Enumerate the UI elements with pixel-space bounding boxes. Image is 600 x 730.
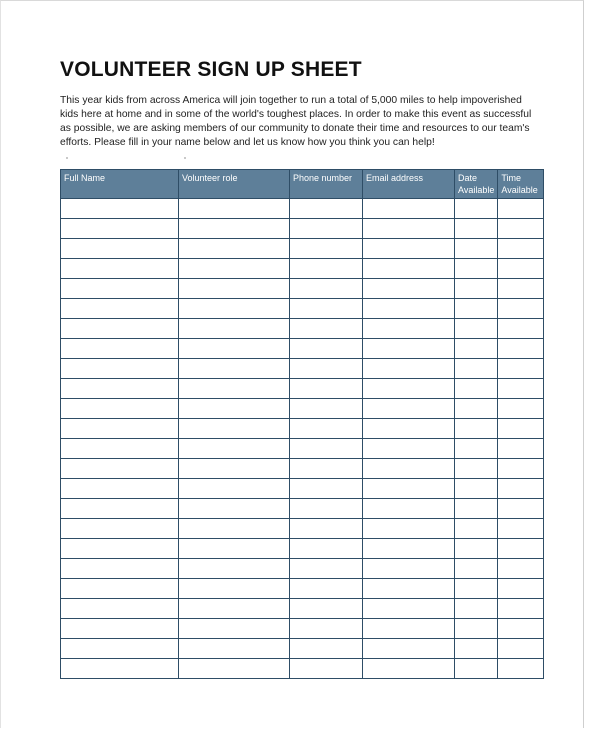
cell-date-available[interactable] bbox=[455, 639, 498, 659]
cell-phone-number[interactable] bbox=[290, 299, 363, 319]
column-header-volunteer-role: Volunteer role bbox=[179, 170, 290, 199]
cell-email-address[interactable] bbox=[363, 519, 455, 539]
table-row bbox=[61, 659, 544, 679]
cell-volunteer-role[interactable] bbox=[179, 479, 290, 499]
cell-full-name[interactable] bbox=[61, 299, 179, 319]
cell-full-name[interactable] bbox=[61, 279, 179, 299]
cell-date-available[interactable] bbox=[455, 259, 498, 279]
table-row bbox=[61, 639, 544, 659]
cell-time-available[interactable] bbox=[498, 339, 544, 359]
cell-email-address[interactable] bbox=[363, 259, 455, 279]
cell-phone-number[interactable] bbox=[290, 499, 363, 519]
faint-mark bbox=[66, 157, 68, 159]
cell-time-available[interactable] bbox=[498, 399, 544, 419]
cell-time-available[interactable] bbox=[498, 639, 544, 659]
cell-time-available[interactable] bbox=[498, 659, 544, 679]
cell-phone-number[interactable] bbox=[290, 239, 363, 259]
cell-volunteer-role[interactable] bbox=[179, 499, 290, 519]
cell-volunteer-role[interactable] bbox=[179, 199, 290, 219]
table-body bbox=[61, 199, 544, 679]
cell-email-address[interactable] bbox=[363, 639, 455, 659]
cell-volunteer-role[interactable] bbox=[179, 599, 290, 619]
cell-time-available[interactable] bbox=[498, 299, 544, 319]
cell-full-name[interactable] bbox=[61, 659, 179, 679]
cell-volunteer-role[interactable] bbox=[179, 359, 290, 379]
cell-phone-number[interactable] bbox=[290, 659, 363, 679]
cell-date-available[interactable] bbox=[455, 659, 498, 679]
cell-time-available[interactable] bbox=[498, 379, 544, 399]
cell-phone-number[interactable] bbox=[290, 559, 363, 579]
cell-volunteer-role[interactable] bbox=[179, 419, 290, 439]
cell-phone-number[interactable] bbox=[290, 419, 363, 439]
table-row bbox=[61, 619, 544, 639]
table-row bbox=[61, 319, 544, 339]
table-row bbox=[61, 559, 544, 579]
column-header-full-name: Full Name bbox=[61, 170, 179, 199]
cell-time-available[interactable] bbox=[498, 199, 544, 219]
cell-volunteer-role[interactable] bbox=[179, 659, 290, 679]
cell-email-address[interactable] bbox=[363, 579, 455, 599]
cell-date-available[interactable] bbox=[455, 439, 498, 459]
table-row bbox=[61, 199, 544, 219]
cell-email-address[interactable] bbox=[363, 619, 455, 639]
cell-date-available[interactable] bbox=[455, 319, 498, 339]
intro-paragraph: This year kids from across America will join together to run a total of 5,000 miles to help impoverished kids here at home and in some of the world's toughest places. In order to make this event as successful as possible, we are asking members of our community to donate their time and resources to our team's efforts. Please fill in your name below and let us know how you think you can help! bbox=[60, 95, 532, 148]
cell-time-available[interactable] bbox=[498, 519, 544, 539]
cell-date-available[interactable] bbox=[455, 379, 498, 399]
cell-volunteer-role[interactable] bbox=[179, 439, 290, 459]
cell-full-name[interactable] bbox=[61, 319, 179, 339]
cell-full-name[interactable] bbox=[61, 439, 179, 459]
cell-date-available[interactable] bbox=[455, 299, 498, 319]
cell-date-available[interactable] bbox=[455, 339, 498, 359]
cell-date-available[interactable] bbox=[455, 399, 498, 419]
cell-full-name[interactable] bbox=[61, 519, 179, 539]
cell-email-address[interactable] bbox=[363, 219, 455, 239]
table-row bbox=[61, 519, 544, 539]
cell-full-name[interactable] bbox=[61, 419, 179, 439]
cell-full-name[interactable] bbox=[61, 539, 179, 559]
table-header-row bbox=[61, 170, 544, 199]
cell-volunteer-role[interactable] bbox=[179, 459, 290, 479]
cell-time-available[interactable] bbox=[498, 599, 544, 619]
cell-date-available[interactable] bbox=[455, 239, 498, 259]
cell-time-available[interactable] bbox=[498, 459, 544, 479]
cell-email-address[interactable] bbox=[363, 459, 455, 479]
cell-full-name[interactable] bbox=[61, 479, 179, 499]
cell-phone-number[interactable] bbox=[290, 359, 363, 379]
cell-volunteer-role[interactable] bbox=[179, 639, 290, 659]
cell-phone-number[interactable] bbox=[290, 439, 363, 459]
cell-date-available[interactable] bbox=[455, 199, 498, 219]
cell-time-available[interactable] bbox=[498, 239, 544, 259]
cell-email-address[interactable] bbox=[363, 379, 455, 399]
cell-full-name[interactable] bbox=[61, 379, 179, 399]
cell-volunteer-role[interactable] bbox=[179, 619, 290, 639]
cell-date-available[interactable] bbox=[455, 539, 498, 559]
cell-full-name[interactable] bbox=[61, 459, 179, 479]
cell-full-name[interactable] bbox=[61, 359, 179, 379]
cell-phone-number[interactable] bbox=[290, 259, 363, 279]
cell-phone-number[interactable] bbox=[290, 199, 363, 219]
cell-email-address[interactable] bbox=[363, 199, 455, 219]
cell-phone-number[interactable] bbox=[290, 379, 363, 399]
cell-date-available[interactable] bbox=[455, 419, 498, 439]
cell-full-name[interactable] bbox=[61, 639, 179, 659]
cell-full-name[interactable] bbox=[61, 239, 179, 259]
cell-full-name[interactable] bbox=[61, 579, 179, 599]
table-row bbox=[61, 459, 544, 479]
table-row bbox=[61, 539, 544, 559]
table-row bbox=[61, 499, 544, 519]
cell-phone-number[interactable] bbox=[290, 639, 363, 659]
cell-time-available[interactable] bbox=[498, 499, 544, 519]
cell-time-available[interactable] bbox=[498, 319, 544, 339]
cell-date-available[interactable] bbox=[455, 619, 498, 639]
cell-phone-number[interactable] bbox=[290, 399, 363, 419]
cell-volunteer-role[interactable] bbox=[179, 519, 290, 539]
table-row bbox=[61, 399, 544, 419]
cell-email-address[interactable] bbox=[363, 319, 455, 339]
table-row bbox=[61, 259, 544, 279]
cell-date-available[interactable] bbox=[455, 499, 498, 519]
cell-date-available[interactable] bbox=[455, 579, 498, 599]
cell-full-name[interactable] bbox=[61, 259, 179, 279]
cell-volunteer-role[interactable] bbox=[179, 259, 290, 279]
cell-email-address[interactable] bbox=[363, 299, 455, 319]
cell-date-available[interactable] bbox=[455, 459, 498, 479]
cell-email-address[interactable] bbox=[363, 279, 455, 299]
cell-phone-number[interactable] bbox=[290, 339, 363, 359]
cell-email-address[interactable] bbox=[363, 359, 455, 379]
cell-volunteer-role[interactable] bbox=[179, 219, 290, 239]
table-row bbox=[61, 339, 544, 359]
table-row bbox=[61, 479, 544, 499]
cell-phone-number[interactable] bbox=[290, 319, 363, 339]
cell-volunteer-role[interactable] bbox=[179, 339, 290, 359]
cell-full-name[interactable] bbox=[61, 559, 179, 579]
cell-time-available[interactable] bbox=[498, 579, 544, 599]
table-row bbox=[61, 299, 544, 319]
cell-date-available[interactable] bbox=[455, 359, 498, 379]
cell-volunteer-role[interactable] bbox=[179, 579, 290, 599]
cell-volunteer-role[interactable] bbox=[179, 319, 290, 339]
cell-volunteer-role[interactable] bbox=[179, 299, 290, 319]
cell-volunteer-role[interactable] bbox=[179, 239, 290, 259]
cell-phone-number[interactable] bbox=[290, 459, 363, 479]
table-row bbox=[61, 419, 544, 439]
cell-date-available[interactable] bbox=[455, 279, 498, 299]
cell-volunteer-role[interactable] bbox=[179, 559, 290, 579]
cell-email-address[interactable] bbox=[363, 599, 455, 619]
cell-time-available[interactable] bbox=[498, 279, 544, 299]
cell-time-available[interactable] bbox=[498, 539, 544, 559]
column-header-time-available: Time Available bbox=[498, 170, 544, 199]
column-header-phone-number: Phone number bbox=[290, 170, 363, 199]
cell-date-available[interactable] bbox=[455, 559, 498, 579]
cell-phone-number[interactable] bbox=[290, 219, 363, 239]
cell-email-address[interactable] bbox=[363, 239, 455, 259]
table-row bbox=[61, 599, 544, 619]
cell-phone-number[interactable] bbox=[290, 619, 363, 639]
cell-phone-number[interactable] bbox=[290, 539, 363, 559]
cell-date-available[interactable] bbox=[455, 219, 498, 239]
cell-email-address[interactable] bbox=[363, 499, 455, 519]
table-row bbox=[61, 219, 544, 239]
cell-phone-number[interactable] bbox=[290, 599, 363, 619]
cell-email-address[interactable] bbox=[363, 339, 455, 359]
cell-email-address[interactable] bbox=[363, 659, 455, 679]
cell-date-available[interactable] bbox=[455, 479, 498, 499]
cell-phone-number[interactable] bbox=[290, 279, 363, 299]
table-row bbox=[61, 439, 544, 459]
cell-phone-number[interactable] bbox=[290, 519, 363, 539]
column-header-date-available: Date Available bbox=[455, 170, 498, 199]
cell-date-available[interactable] bbox=[455, 599, 498, 619]
cell-email-address[interactable] bbox=[363, 479, 455, 499]
cell-email-address[interactable] bbox=[363, 439, 455, 459]
cell-volunteer-role[interactable] bbox=[179, 399, 290, 419]
cell-volunteer-role[interactable] bbox=[179, 379, 290, 399]
table-row bbox=[61, 379, 544, 399]
cell-volunteer-role[interactable] bbox=[179, 279, 290, 299]
cell-full-name[interactable] bbox=[61, 219, 179, 239]
cell-full-name[interactable] bbox=[61, 199, 179, 219]
cell-date-available[interactable] bbox=[455, 519, 498, 539]
table-row bbox=[61, 579, 544, 599]
cell-full-name[interactable] bbox=[61, 619, 179, 639]
cell-volunteer-role[interactable] bbox=[179, 539, 290, 559]
cell-time-available[interactable] bbox=[498, 479, 544, 499]
table-row bbox=[61, 239, 544, 259]
cell-time-available[interactable] bbox=[498, 559, 544, 579]
cell-full-name[interactable] bbox=[61, 399, 179, 419]
cell-time-available[interactable] bbox=[498, 619, 544, 639]
cell-full-name[interactable] bbox=[61, 339, 179, 359]
cell-email-address[interactable] bbox=[363, 399, 455, 419]
table-row bbox=[61, 359, 544, 379]
cell-time-available[interactable] bbox=[498, 439, 544, 459]
cell-time-available[interactable] bbox=[498, 219, 544, 239]
cell-full-name[interactable] bbox=[61, 499, 179, 519]
page-title: VOLUNTEER SIGN UP SHEET bbox=[60, 58, 362, 81]
cell-email-address[interactable] bbox=[363, 559, 455, 579]
cell-phone-number[interactable] bbox=[290, 579, 363, 599]
cell-time-available[interactable] bbox=[498, 359, 544, 379]
signup-table bbox=[60, 169, 544, 679]
cell-time-available[interactable] bbox=[498, 259, 544, 279]
table-row bbox=[61, 279, 544, 299]
cell-email-address[interactable] bbox=[363, 419, 455, 439]
cell-email-address[interactable] bbox=[363, 539, 455, 559]
column-header-email-address: Email address bbox=[363, 170, 455, 199]
cell-time-available[interactable] bbox=[498, 419, 544, 439]
faint-mark bbox=[184, 157, 186, 159]
cell-full-name[interactable] bbox=[61, 599, 179, 619]
cell-phone-number[interactable] bbox=[290, 479, 363, 499]
